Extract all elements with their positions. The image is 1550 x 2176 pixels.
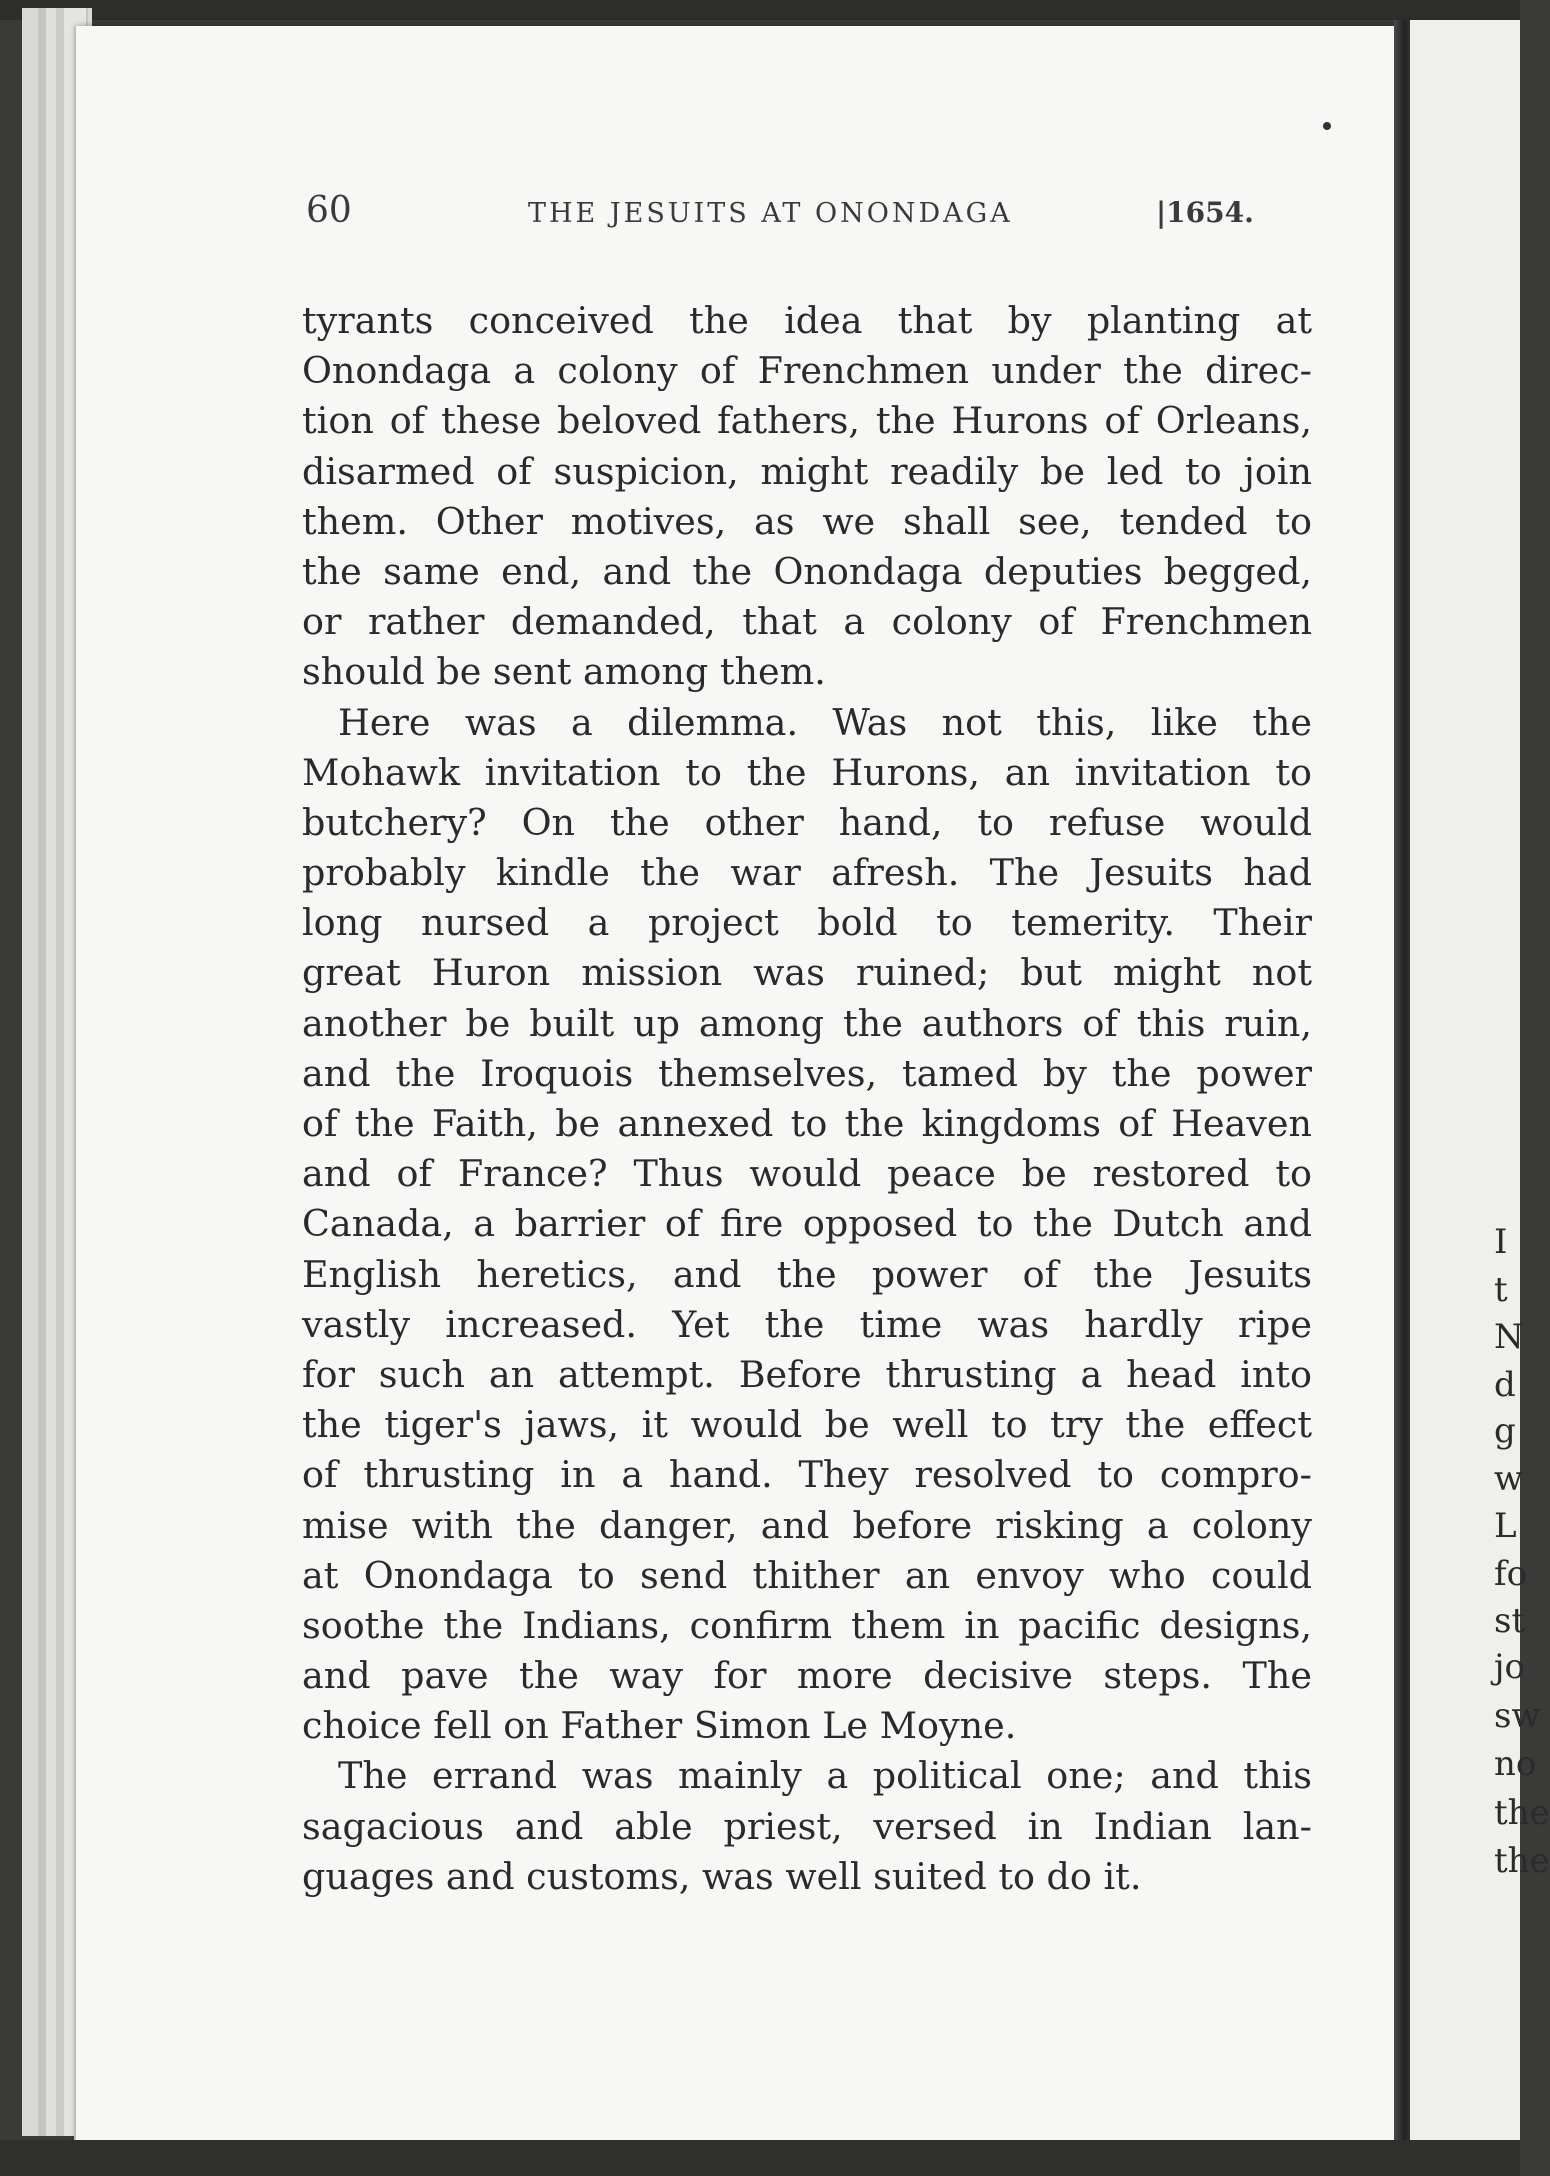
facing-page-fragment: no — [1494, 1744, 1537, 1784]
page-header — [76, 190, 1394, 240]
text-line: English heretics, and the power of the Jesuits — [302, 1252, 1312, 1296]
text-line: soothe the Indians, confirm them in pacific designs, — [302, 1603, 1312, 1647]
text-line: mise with the danger, and before risking a colony — [302, 1503, 1312, 1547]
scan-background-bottom — [0, 2140, 1520, 2176]
facing-page-fragment: d — [1494, 1365, 1516, 1405]
text-line: long nursed a project bold to temerity. Their — [302, 901, 1312, 945]
facing-page-fragment: L — [1494, 1506, 1517, 1546]
text-line: guages and customs, was well suited to do it. — [302, 1854, 1142, 1898]
text-line: of the Faith, be annexed to the kingdoms of Heaven — [302, 1102, 1312, 1145]
text-line: great Huron mission was ruined; but might not — [302, 951, 1312, 995]
running-title: THE JESUITS AT ONONDAGA — [528, 198, 1013, 229]
text-line: The errand was mainly a political one; and this — [338, 1754, 1312, 1798]
text-line: Onondaga a colony of Frenchmen under the direc- — [302, 349, 1312, 393]
text-line: Canada, a barrier of fire opposed to the Dutch and — [302, 1202, 1312, 1246]
text-line: and of France? Thus would peace be restored to — [302, 1152, 1312, 1196]
text-line: them. Other motives, as we shall see, tended to — [302, 499, 1312, 543]
text-line: the same end, and the Onondaga deputies begged, — [302, 549, 1312, 593]
book-page — [76, 26, 1394, 2144]
facing-page-fragment: jo — [1494, 1647, 1526, 1687]
text-line: the tiger's jaws, it would be well to try the effect — [302, 1403, 1312, 1447]
facing-page-fragment: t — [1494, 1270, 1508, 1310]
facing-page-fragment: fo — [1494, 1554, 1528, 1594]
facing-page — [1410, 20, 1550, 2150]
text-line: and the Iroquois themselves, tamed by the power — [302, 1051, 1312, 1095]
facing-page-fragment: I — [1494, 1222, 1508, 1262]
text-line: butchery? On the other hand, to refuse would — [302, 800, 1312, 844]
text-line: tion of these beloved fathers, the Hurons of Orleans, — [302, 399, 1312, 443]
text-line: choice fell on Father Simon Le Moyne. — [302, 1704, 1017, 1748]
text-line: disarmed of suspicion, might readily be led to join — [302, 449, 1312, 493]
scan-speck — [1323, 122, 1331, 130]
text-line: at Onondaga to send thither an envoy who could — [302, 1553, 1312, 1597]
facing-page-fragment: w — [1494, 1459, 1524, 1499]
text-line: probably kindle the war afresh. The Jesuits had — [302, 851, 1312, 895]
facing-page-fragment: g — [1494, 1411, 1516, 1451]
text-line: tyrants conceived the idea that by planting at — [302, 299, 1312, 342]
margin-year: |1654. — [1156, 196, 1254, 229]
text-line: Mohawk invitation to the Hurons, an invitation to — [302, 750, 1312, 794]
text-line: sagacious and able priest, versed in Indian lan- — [302, 1804, 1312, 1848]
facing-page-fragment: the — [1494, 1793, 1550, 1833]
body-text — [302, 296, 1312, 1902]
text-line: and pave the way for more decisive steps. The — [302, 1654, 1312, 1698]
facing-page-fragment: sw — [1494, 1696, 1541, 1736]
scan-background-top — [0, 0, 1520, 20]
text-line: should be sent among them. — [302, 650, 826, 694]
text-line: or rather demanded, that a colony of Frenchmen — [302, 600, 1312, 644]
text-line: Here was a dilemma. Was not this, like the — [338, 700, 1312, 744]
facing-page-fragment: the — [1494, 1841, 1550, 1881]
text-line: of thrusting in a hand. They resolved to compro- — [302, 1453, 1312, 1497]
facing-page-fragment: st — [1494, 1601, 1526, 1641]
facing-page-fragment: N — [1494, 1317, 1524, 1357]
text-line: another be built up among the authors of this ruin, — [302, 1001, 1312, 1045]
text-line: vastly increased. Yet the time was hardly ripe — [302, 1302, 1312, 1346]
page-number: 60 — [306, 190, 352, 231]
text-line: for such an attempt. Before thrusting a head into — [302, 1352, 1312, 1396]
